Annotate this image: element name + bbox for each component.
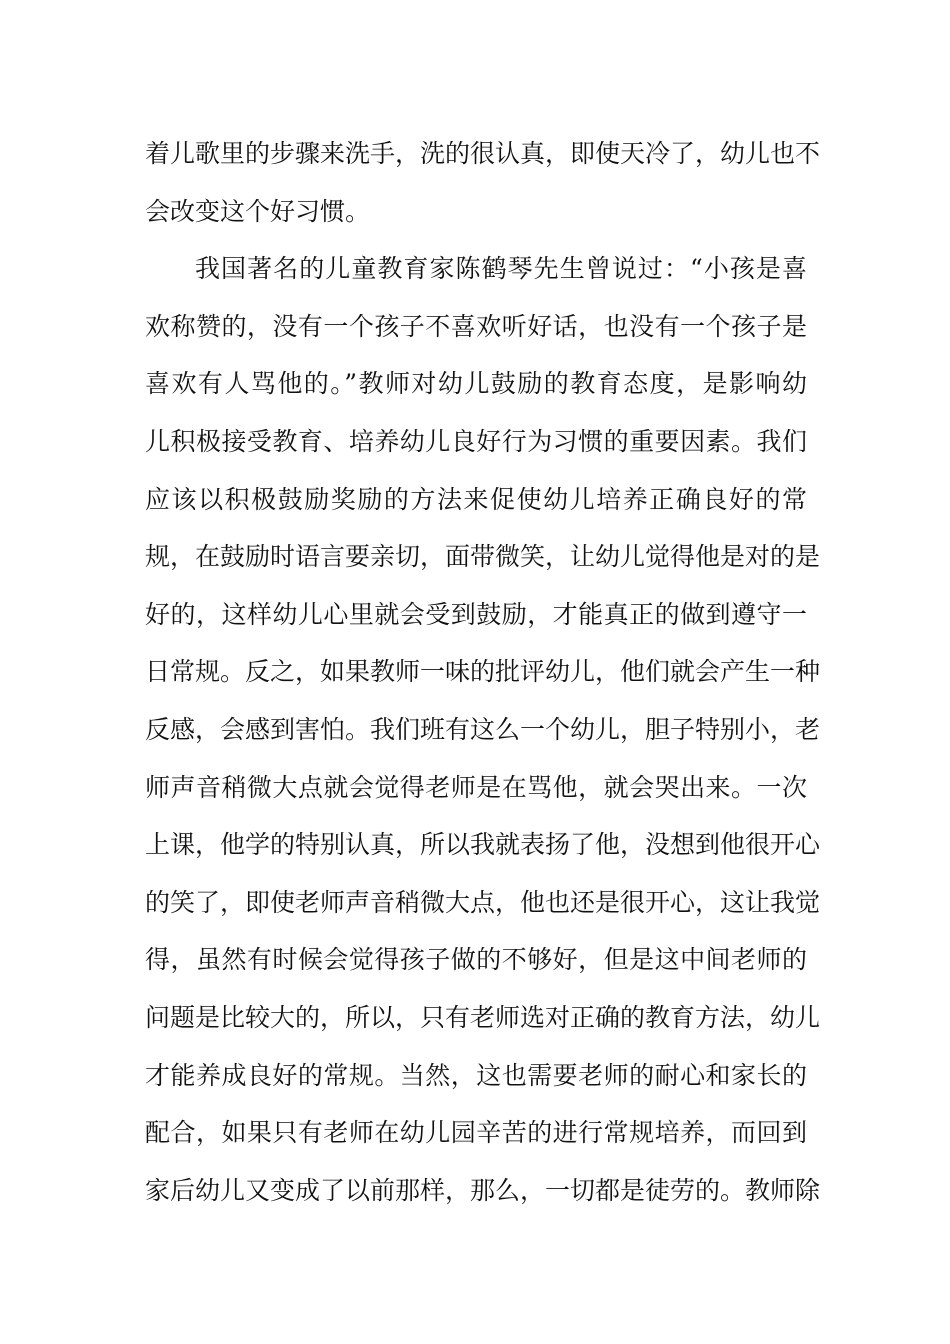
text-line: 儿积极接受教育、培养幼儿良好行为习惯的重要因素。我们 [145, 426, 807, 456]
text-line: 我国著名的儿童教育家陈鹤琴先生曾说过：“小孩是喜 [195, 254, 807, 284]
text-line: 着儿歌里的步骤来洗手，洗的很认真，即使天冷了，幼儿也不 [145, 139, 821, 168]
paragraph-2 [145, 240, 821, 1219]
text-line: 应该以积极鼓励奖励的方法来促使幼儿培养正确良好的常 [145, 484, 807, 514]
text-line: 日常规。反之，如果教师一味的批评幼儿，他们就会产生一种 [145, 657, 821, 687]
text-line: 师声音稍微大点就会觉得老师是在骂他，就会哭出来。一次 [145, 772, 807, 802]
text-line: 配合，如果只有老师在幼儿园辛苦的进行常规培养，而回到 [145, 1118, 807, 1148]
text-line: 得，虽然有时候会觉得孩子做的不够好，但是这中间老师的 [145, 945, 807, 975]
text-line: 上课，他学的特别认真，所以我就表扬了他，没想到他很开心 [145, 830, 821, 860]
body-text [145, 125, 821, 1219]
text-line: 会改变这个好习惯。 [145, 196, 371, 226]
text-line: 欢称赞的，没有一个孩子不喜欢听好话，也没有一个孩子是 [145, 311, 807, 341]
text-line: 好的，这样幼儿心里就会受到鼓励，才能真正的做到遵守一 [145, 599, 807, 629]
text-line: 喜欢有人骂他的。”教师对幼儿鼓励的教育态度，是影响幼 [145, 369, 807, 399]
text-line: 反感，会感到害怕。我们班有这么一个幼儿，胆子特别小，老 [145, 714, 821, 744]
paragraph-1 [145, 125, 821, 240]
text-line: 规，在鼓励时语言要亲切，面带微笑，让幼儿觉得他是对的是 [145, 542, 821, 572]
text-line: 的笑了，即使老师声音稍微大点，他也还是很开心，这让我觉 [145, 887, 821, 917]
text-line: 问题是比较大的，所以，只有老师选对正确的教育方法，幼儿 [145, 1002, 821, 1032]
text-line: 家后幼儿又变成了以前那样，那么，一切都是徒劳的。教师除 [145, 1175, 821, 1205]
text-line: 才能养成良好的常规。当然，这也需要老师的耐心和家长的 [145, 1060, 807, 1090]
